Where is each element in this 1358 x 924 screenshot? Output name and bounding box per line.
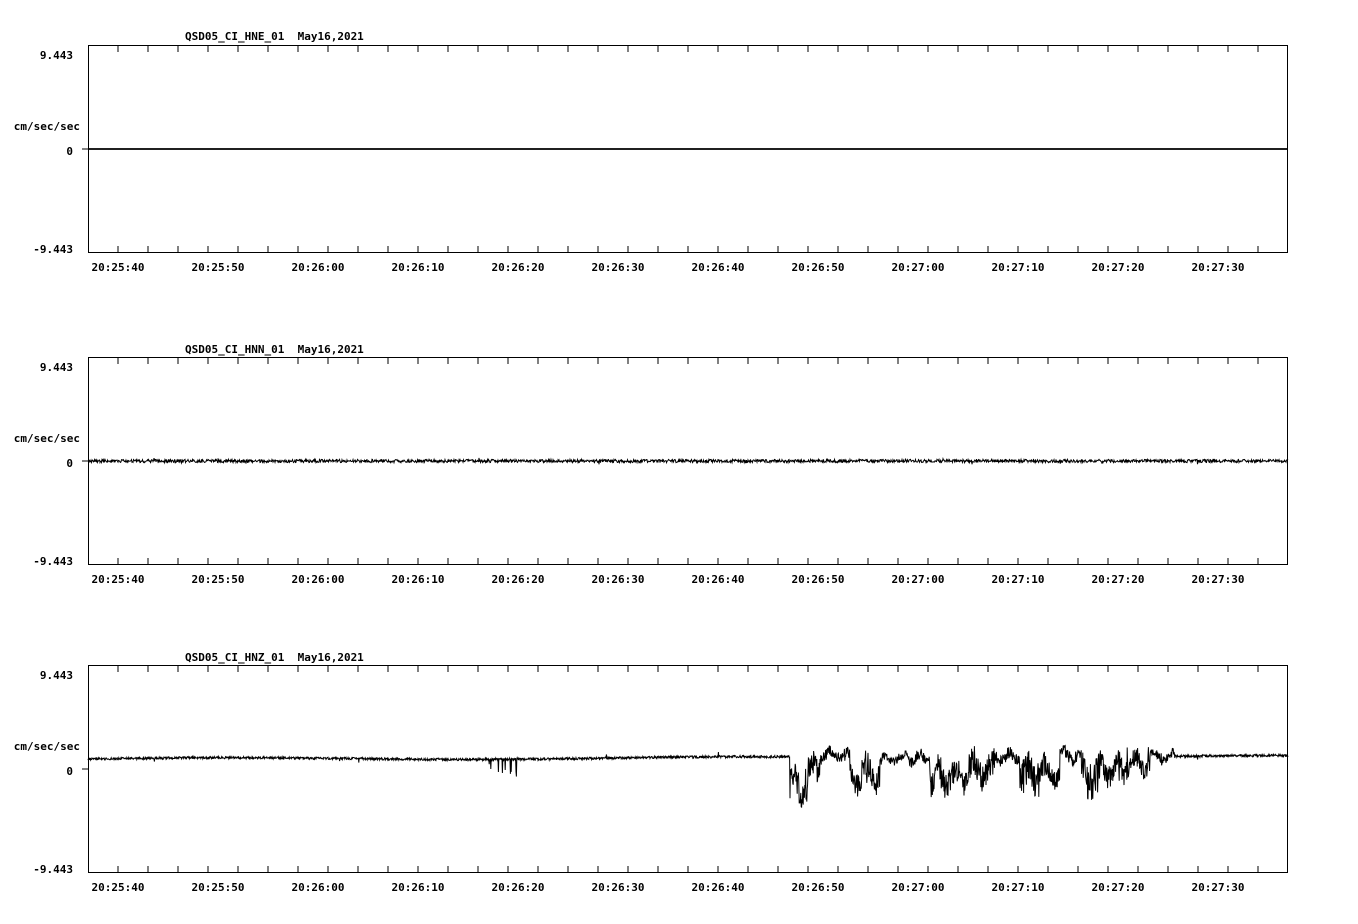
x-tick-10-hnz: 20:27:20 (1091, 881, 1145, 894)
y-tick-min-hnz: -9.443 (33, 863, 73, 876)
x-tick-10-hnn: 20:27:20 (1091, 573, 1145, 586)
x-tick-6-hne: 20:26:40 (691, 261, 745, 274)
x-tick-4-hnz: 20:26:20 (491, 881, 545, 894)
y-tick-max-hnn: 9.443 (39, 361, 73, 374)
x-tick-11-hne: 20:27:30 (1191, 261, 1245, 274)
x-tick-8-hnz: 20:27:00 (891, 881, 945, 894)
x-tick-11-hnn: 20:27:30 (1191, 573, 1245, 586)
x-tick-9-hnn: 20:27:10 (991, 573, 1045, 586)
x-tick-3-hnn: 20:26:10 (391, 573, 445, 586)
x-tick-3-hnz: 20:26:10 (391, 881, 445, 894)
chart-title-hne: QSD05_CI_HNE_01 May16,2021 (185, 30, 364, 43)
x-tick-5-hnn: 20:26:30 (591, 573, 645, 586)
y-tick-zero-hne: 0 (66, 145, 73, 158)
x-tick-10-hne: 20:27:20 (1091, 261, 1145, 274)
x-tick-0-hnz: 20:25:40 (91, 881, 145, 894)
x-tick-9-hnz: 20:27:10 (991, 881, 1045, 894)
x-tick-7-hnz: 20:26:50 (791, 881, 845, 894)
y-tick-max-hne: 9.443 (39, 49, 73, 62)
y-tick-zero-hnn: 0 (66, 457, 73, 470)
y-axis-label-hnn: cm/sec/sec (13, 432, 80, 445)
x-tick-0-hnn: 20:25:40 (91, 573, 145, 586)
x-tick-8-hnn: 20:27:00 (891, 573, 945, 586)
x-tick-2-hnz: 20:26:00 (291, 881, 345, 894)
x-tick-3-hne: 20:26:10 (391, 261, 445, 274)
chart-panel-hnz (0, 610, 1358, 920)
x-tick-0-hne: 20:25:40 (91, 261, 145, 274)
x-tick-2-hne: 20:26:00 (291, 261, 345, 274)
trace-hnn (0, 305, 1358, 595)
x-tick-4-hnn: 20:26:20 (491, 573, 545, 586)
x-tick-9-hne: 20:27:10 (991, 261, 1045, 274)
chart-panel-hne (0, 0, 1358, 290)
x-tick-1-hne: 20:25:50 (191, 261, 245, 274)
y-tick-min-hne: -9.443 (33, 243, 73, 256)
chart-panel-hnn (0, 305, 1358, 595)
x-tick-5-hnz: 20:26:30 (591, 881, 645, 894)
x-tick-1-hnz: 20:25:50 (191, 881, 245, 894)
y-axis-label-hnz: cm/sec/sec (13, 740, 80, 753)
x-tick-11-hnz: 20:27:30 (1191, 881, 1245, 894)
y-axis-label-hne: cm/sec/sec (13, 120, 80, 133)
x-tick-1-hnn: 20:25:50 (191, 573, 245, 586)
trace-hne (0, 0, 1358, 290)
x-tick-8-hne: 20:27:00 (891, 261, 945, 274)
y-tick-min-hnn: -9.443 (33, 555, 73, 568)
y-tick-max-hnz: 9.443 (39, 669, 73, 682)
x-tick-2-hnn: 20:26:00 (291, 573, 345, 586)
x-tick-4-hne: 20:26:20 (491, 261, 545, 274)
chart-title-hnz: QSD05_CI_HNZ_01 May16,2021 (185, 651, 364, 664)
x-tick-6-hnz: 20:26:40 (691, 881, 745, 894)
x-tick-7-hnn: 20:26:50 (791, 573, 845, 586)
trace-hnz (0, 610, 1358, 920)
x-tick-7-hne: 20:26:50 (791, 261, 845, 274)
x-tick-6-hnn: 20:26:40 (691, 573, 745, 586)
chart-title-hnn: QSD05_CI_HNN_01 May16,2021 (185, 343, 364, 356)
x-tick-5-hne: 20:26:30 (591, 261, 645, 274)
y-tick-zero-hnz: 0 (66, 765, 73, 778)
